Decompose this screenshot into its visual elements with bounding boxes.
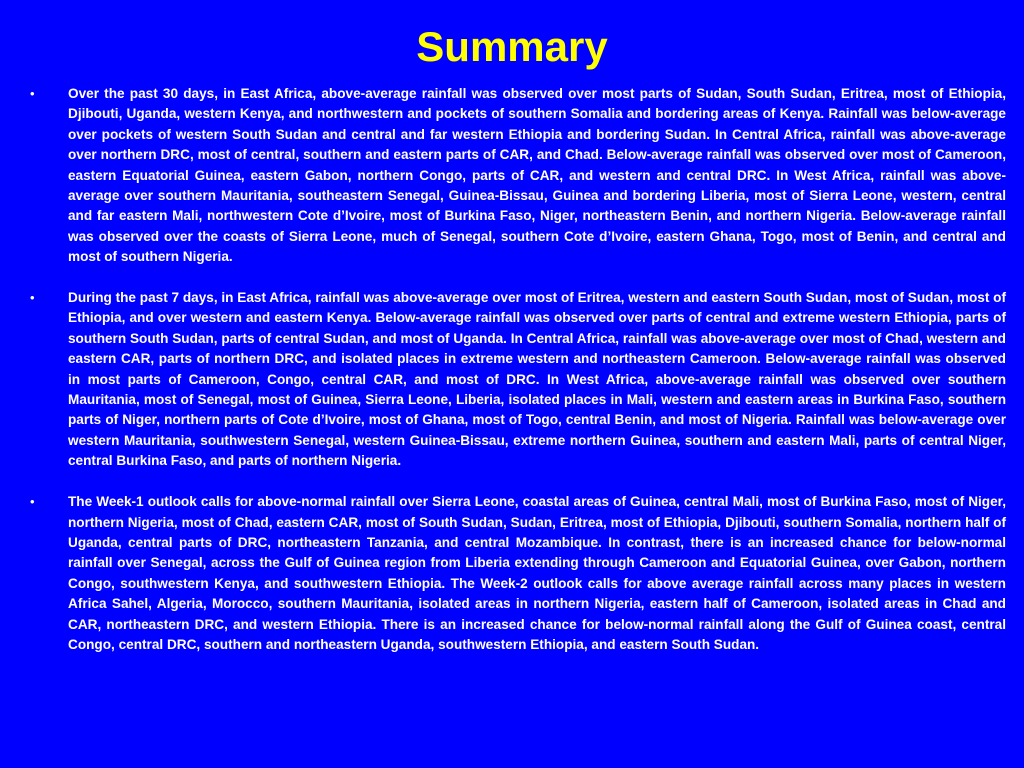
- bullet-text: The Week-1 outlook calls for above-normal rainfall over Sierra Leone, coastal areas of Guinea, central Mali, most of Burkina Faso, most of Niger, northern Nigeria, most of Chad, eastern CAR, most of South Sudan, Sudan, Eritrea, most of Ethiopia, Djibouti, southern Somalia, northern half of Uganda, central parts of DRC, northeastern Tanzania, and central Mozambique. In contrast, there is an increased chance for below-normal rainfall over Senegal, across the Gulf of Guinea region from Liberia extending through Cameroon and Equatorial Guinea, over Gabon, northern Congo, southwestern Kenya, and southwestern Ethiopia. The Week-2 outlook calls for above average rainfall across many places in western Africa Sahel, Algeria, Morocco, southern Mauritania, isolated areas in northern Nigeria, eastern half of Cameroon, isolated areas in Chad and CAR, northeastern DRC, and western Ethiopia. There is an increased chance for below-normal rainfall along the Gulf of Guinea coast, central Congo, central DRC, southern and northeastern Uganda, southwestern Ethiopia, and eastern South Sudan.: [68, 494, 1006, 652]
- bullet-text: During the past 7 days, in East Africa, rainfall was above-average over most of Eritrea, western and eastern South Sudan, most of Sudan, most of Ethiopia, and over western and eastern Kenya. Below-average rainfall was observed over parts of central and extreme western Ethiopia, parts of southern South Sudan, parts of central Sudan, and most of Uganda. In Central Africa, rainfall was above-average over most of Chad, western and eastern CAR, parts of northern DRC, and isolated places in extreme western and northeastern Cameroon. Below-average rainfall was observed in most parts of Cameroon, Congo, central CAR, and most of DRC. In West Africa, above-average rainfall was observed over southern Mauritania, most of Senegal, most of Guinea, Sierra Leone, Liberia, isolated places in Mali, western and eastern areas in Burkina Faso, southern parts of Niger, northern parts of Cote d’Ivoire, most of Ghana, most of Togo, central Benin, and most of Nigeria. Rainfall was below-average over western Mauritania, southwestern Senegal, western Guinea-Bissau, extreme northern Guinea, southern and eastern Mali, parts of central Niger, central Burkina Faso, and parts of northern Nigeria.: [68, 290, 1006, 469]
- summary-bullet-list: [30, 84, 1006, 655]
- bullet-dot-icon: •: [30, 290, 35, 306]
- slide-title: Summary: [416, 23, 608, 70]
- bullet-item-outlook: [30, 492, 1006, 655]
- bullet-dot-icon: •: [30, 494, 35, 510]
- bullet-item-7-day: [30, 288, 1006, 472]
- bullet-text: Over the past 30 days, in East Africa, above-average rainfall was observed over most parts of Sudan, South Sudan, Eritrea, most of Ethiopia, Djibouti, Uganda, western Kenya, and northwestern and pockets of southern Somalia and bordering areas of Kenya. Rainfall was below-average over pockets of western South Sudan and central and far western Ethiopia and bordering Sudan. In Central Africa, rainfall was above-average over northern DRC, most of central, southern and eastern parts of CAR, and Chad. Below-average rainfall was observed over most of Cameroon, eastern Equatorial Guinea, eastern Gabon, northern Congo, parts of CAR, and western and central DRC. In West Africa, rainfall was above-average over southern Mauritania, southeastern Senegal, Guinea-Bissau, Guinea and bordering Liberia, most of Sierra Leone, western, central and far eastern Mali, northwestern Cote d’Ivoire, most of Burkina Faso, Niger, northeastern Benin, and northern Nigeria. Below-average rainfall was observed over the coasts of Sierra Leone, much of Senegal, southern Cote d’Ivoire, eastern Ghana, Togo, most of Benin, and central and most of southern Nigeria.: [68, 86, 1006, 265]
- bullet-item-30-day: [30, 84, 1006, 268]
- bullet-dot-icon: •: [30, 86, 35, 101]
